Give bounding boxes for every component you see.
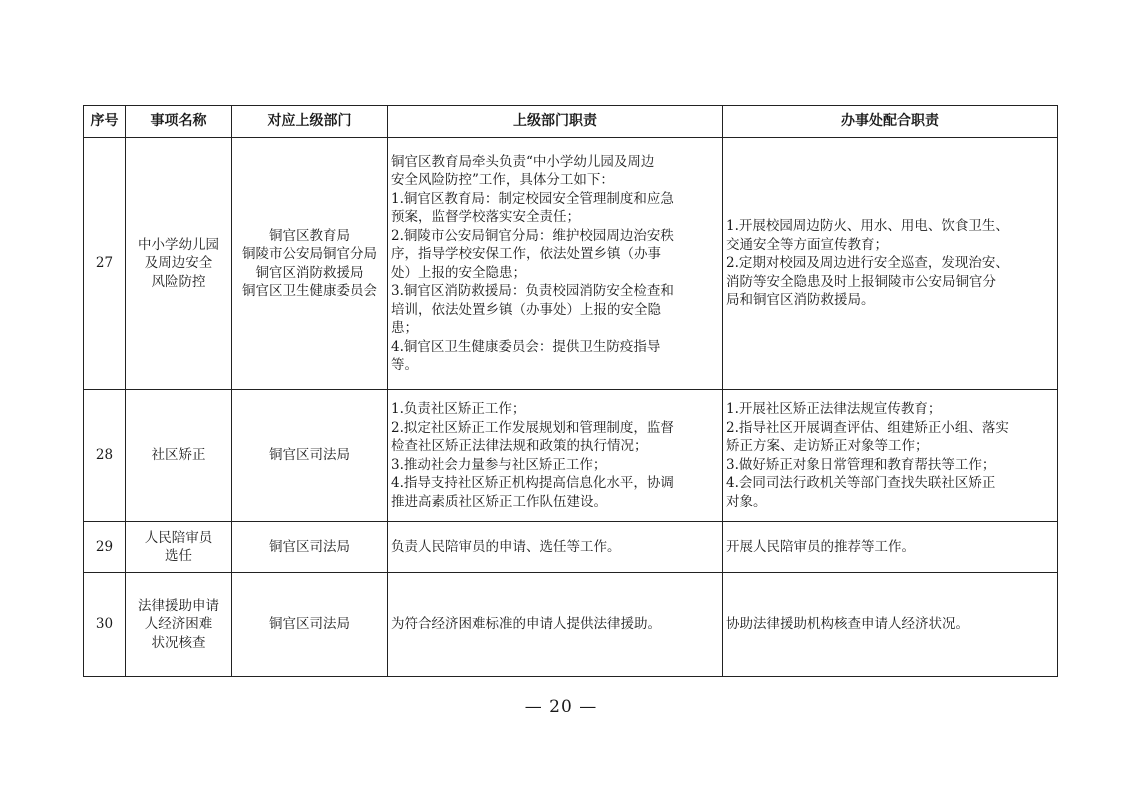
- table-header-row: [84, 106, 1058, 138]
- cell-item-name: [126, 390, 232, 522]
- cell-superior-dept-line: 铜陵市公安局铜官分局: [242, 246, 377, 262]
- cell-superior-duty-line: 培训，依法处置乡镇（办事处）上报的安全隐: [391, 301, 661, 318]
- cell-office-coop-duty-line: 4.会同司法行政机关等部门查找失联社区矫正: [726, 475, 996, 491]
- header-item-name: 事项名称: [126, 106, 232, 138]
- header-superior-duty: 上级部门职责: [388, 106, 723, 138]
- cell-office-coop-duty-line: 2.指导社区开展调查评估、组建矫正小组、落实: [726, 419, 1009, 436]
- cell-seq: 28: [84, 390, 126, 522]
- cell-superior-duty-line: 等。: [391, 357, 418, 373]
- table-row: [84, 138, 1058, 390]
- cell-office-coop-duty-line: 开展人民陪审员的推荐等工作。: [726, 538, 915, 555]
- cell-office-coop-duty-line: 交通安全等方面宣传教育；: [726, 236, 888, 253]
- cell-superior-dept-line: 铜官区教育局: [269, 227, 350, 244]
- cell-superior-duty: [388, 573, 723, 677]
- cell-item-name-line: 状况核查: [151, 634, 206, 651]
- cell-superior-duty-line: 检查社区矫正法律法规和政策的执行情况；: [391, 438, 648, 454]
- header-superior-dept: 对应上级部门: [232, 106, 388, 138]
- cell-item-name-line: 社区矫正: [151, 447, 206, 464]
- header-office-coop-duty: 办事处配合职责: [723, 106, 1058, 138]
- duty-table: [83, 105, 1058, 677]
- cell-superior-duty-line: 3.铜官区消防救援局：负责校园消防安全检查和: [391, 283, 674, 299]
- cell-office-coop-duty-line: 消防等安全隐患及时上报铜陵市公安局铜官分: [726, 273, 996, 290]
- cell-seq: 27: [84, 138, 126, 390]
- cell-office-coop-duty-line: 2.定期对校园及周边进行安全巡查，发现治安、: [726, 255, 1009, 272]
- cell-superior-dept-line: 铜官区司法局: [269, 447, 350, 464]
- cell-item-name-line: 风险防控: [151, 273, 206, 290]
- cell-superior-duty-line: 3.推动社会力量参与社区矫正工作；: [391, 456, 607, 473]
- cell-office-coop-duty-line: 协助法律援助机构核查申请人经济状况。: [726, 616, 969, 633]
- cell-superior-duty-line: 负责人民陪审员的申请、选任等工作。: [391, 538, 621, 555]
- cell-superior-dept: [232, 390, 388, 522]
- cell-item-name: [126, 522, 232, 573]
- cell-superior-duty-line: 推进高素质社区矫正工作队伍建设。: [391, 493, 607, 510]
- cell-superior-duty-line: 2.铜陵市公安局铜官分局：维护校园周边治安秩: [391, 227, 674, 244]
- cell-item-name-line: 及周边安全: [144, 255, 213, 272]
- cell-superior-dept-line: 铜官区卫生健康委员会: [242, 283, 377, 299]
- cell-superior-duty-line: 2.拟定社区矫正工作发展规划和管理制度，监督: [391, 419, 674, 436]
- cell-superior-dept-line: 铜官区司法局: [269, 538, 350, 555]
- cell-item-name: [126, 138, 232, 390]
- cell-superior-duty-line: 1.负责社区矫正工作；: [391, 401, 526, 417]
- cell-office-coop-duty-line: 1.开展校园周边防火、用水、用电、饮食卫生、: [726, 218, 1009, 235]
- cell-superior-duty-line: 安全风险防控”工作，具体分工如下：: [391, 172, 614, 188]
- cell-item-name-line: 中小学幼儿园: [138, 236, 219, 253]
- cell-seq: 30: [84, 573, 126, 677]
- cell-superior-duty-line: 患；: [391, 320, 418, 336]
- table-row: [84, 390, 1058, 522]
- cell-office-coop-duty-line: 3.做好矫正对象日常管理和教育帮扶等工作；: [726, 456, 996, 473]
- cell-superior-duty-line: 铜官区教育局牵头负责“中小学幼儿园及周边: [391, 153, 655, 170]
- cell-office-coop-duty-line: 局和铜官区消防救援局。: [726, 292, 875, 309]
- cell-office-coop-duty-line: 矫正方案、走访矫正对象等工作；: [726, 438, 929, 454]
- cell-superior-duty-line: 处）上报的安全隐患；: [391, 264, 526, 281]
- cell-superior-dept: [232, 522, 388, 573]
- table-row: [84, 573, 1058, 677]
- cell-office-coop-duty: [723, 522, 1058, 573]
- cell-seq: 29: [84, 522, 126, 573]
- cell-office-coop-duty-line: 对象。: [726, 493, 767, 510]
- cell-item-name-line: 选任: [165, 548, 192, 564]
- cell-superior-duty-line: 为符合经济困难标准的申请人提供法律援助。: [391, 616, 661, 633]
- header-seq: 序号: [84, 106, 126, 138]
- cell-superior-duty: [388, 390, 723, 522]
- cell-item-name-line: 人民陪审员: [144, 529, 213, 546]
- cell-superior-dept-line: 铜官区司法局: [269, 616, 350, 633]
- page-number: — 20 —: [524, 697, 598, 717]
- cell-superior-duty-line: 序，指导学校安保工作，依法处置乡镇（办事: [391, 246, 661, 262]
- cell-superior-duty-line: 预案，监督学校落实安全责任；: [391, 209, 580, 225]
- cell-item-name: [126, 573, 232, 677]
- cell-office-coop-duty: [723, 390, 1058, 522]
- cell-superior-dept: [232, 573, 388, 677]
- cell-superior-duty-line: 4.指导支持社区矫正机构提高信息化水平，协调: [391, 475, 674, 491]
- cell-superior-duty-line: 1.铜官区教育局：制定校园安全管理制度和应急: [391, 190, 674, 207]
- cell-item-name-line: 人经济困难: [144, 616, 213, 633]
- cell-office-coop-duty: [723, 138, 1058, 390]
- cell-office-coop-duty-line: 1.开展社区矫正法律法规宣传教育；: [726, 401, 942, 417]
- cell-superior-duty: [388, 138, 723, 390]
- cell-superior-duty-line: 4.铜官区卫生健康委员会：提供卫生防疫指导: [391, 338, 661, 355]
- cell-office-coop-duty: [723, 573, 1058, 677]
- table-row: [84, 522, 1058, 573]
- cell-superior-dept-line: 铜官区消防救援局: [255, 264, 364, 281]
- cell-superior-dept: [232, 138, 388, 390]
- cell-item-name-line: 法律援助申请: [138, 597, 219, 614]
- cell-superior-duty: [388, 522, 723, 573]
